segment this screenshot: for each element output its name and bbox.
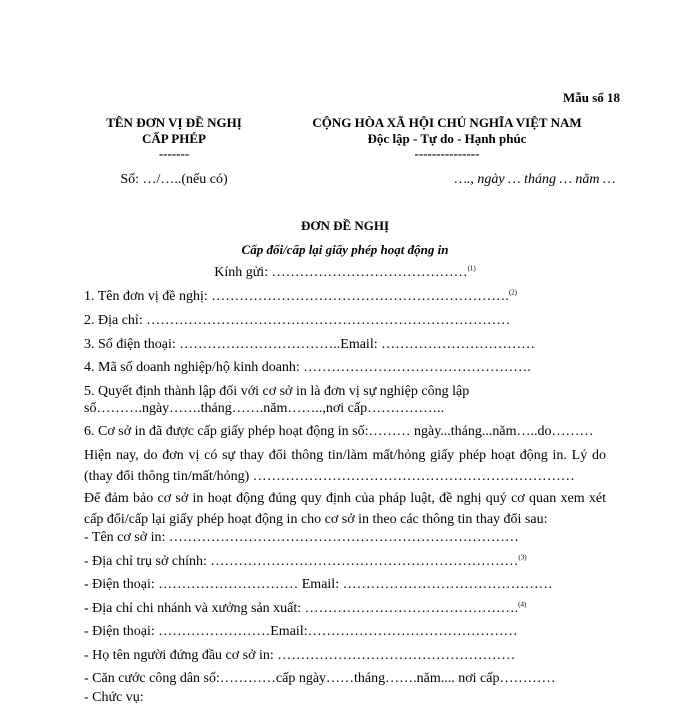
request-paragraph: Để đảm bảo cơ sở in hoạt động đúng quy định của pháp luật, đề nghị quý cơ quan xem xét cấp đổi/cấp lại giấy phép hoạt động in cho cơ sở in theo các thông tin thay đổi sau:	[84, 491, 606, 527]
item-address: 2. Địa chỉ: ……………………………………………………………………	[84, 313, 511, 328]
field-head-office-address: - Địa chỉ trụ sở chính: …………………………………………………………$^{(3)}$	[84, 553, 527, 569]
reason-paragraph: Hiện nay, do đơn vị có sự thay đổi thông tin/làm mất/hỏng giấy phép hoạt động in. Lý do (thay đổi thông tin/mất/hỏng) ……………………………………………………………	[84, 448, 606, 484]
addressee-line: Kính gửi: ……………………………………$^{(1)}$	[214, 264, 476, 280]
document-title: ĐƠN ĐỀ NGHỊ	[300, 218, 390, 233]
left-header-divider: -------	[158, 146, 190, 161]
field-head-person-name: - Họ tên người đứng đầu cơ sở in: ……………………………………………	[84, 648, 516, 663]
item-unit-name: 1. Tên đơn vị đề nghị: ……………………………………………………….$^{(2)}$	[84, 288, 517, 304]
date-line: …., ngày … tháng … năm …	[454, 172, 616, 187]
field-branch-address: - Địa chỉ chi nhánh và xưởng sản xuất: ……………………………………….$^{(4)}$	[84, 600, 527, 616]
reference-number: Số: …/…..(nếu có)	[120, 172, 228, 187]
right-header-divider: ---------------	[414, 146, 480, 161]
item-phone-email: 3. Số điện thoại: ……………………………..Email: ……………………………	[84, 337, 536, 352]
field-position: - Chức vụ:	[84, 690, 144, 705]
form-number: Mẫu số 18	[563, 90, 621, 105]
requesting-unit-label-2: CẤP PHÉP	[142, 131, 206, 146]
item-establishment-decision-2: số……….ngày…….tháng…….năm……..,nơi cấp……………..	[84, 401, 445, 416]
national-title: CỘNG HÒA XÃ HỘI CHỦ NGHĨA VIỆT NAM	[312, 115, 582, 130]
field-branch-phone-email: - Điện thoại: ……………………Email:………………………………………	[84, 624, 518, 639]
field-print-facility-name: - Tên cơ sở in: …………………………………………………………………	[84, 530, 519, 545]
item-establishment-decision: 5. Quyết định thành lập đối với cơ sở in là đơn vị sự nghiệp công lập	[84, 384, 470, 399]
item-existing-license: 6. Cơ sở in đã được cấp giấy phép hoạt động in số:……… ngày...tháng...năm…..do………	[84, 424, 594, 439]
requesting-unit-label: TÊN ĐƠN VỊ ĐỀ NGHỊ	[106, 115, 242, 130]
field-citizen-id: - Căn cước công dân số:…………cấp ngày……tháng…….năm.... nơi cấp…………	[84, 671, 556, 686]
item-business-code: 4. Mã số doanh nghiệp/hộ kinh doanh: ………………………………………….	[84, 360, 531, 375]
national-motto: Độc lập - Tự do - Hạnh phúc	[367, 131, 527, 146]
document-subtitle: Cấp đổi/cấp lại giấy phép hoạt động in	[241, 242, 449, 257]
field-phone-email: - Điện thoại: ………………………… Email: ………………………………………	[84, 577, 553, 592]
